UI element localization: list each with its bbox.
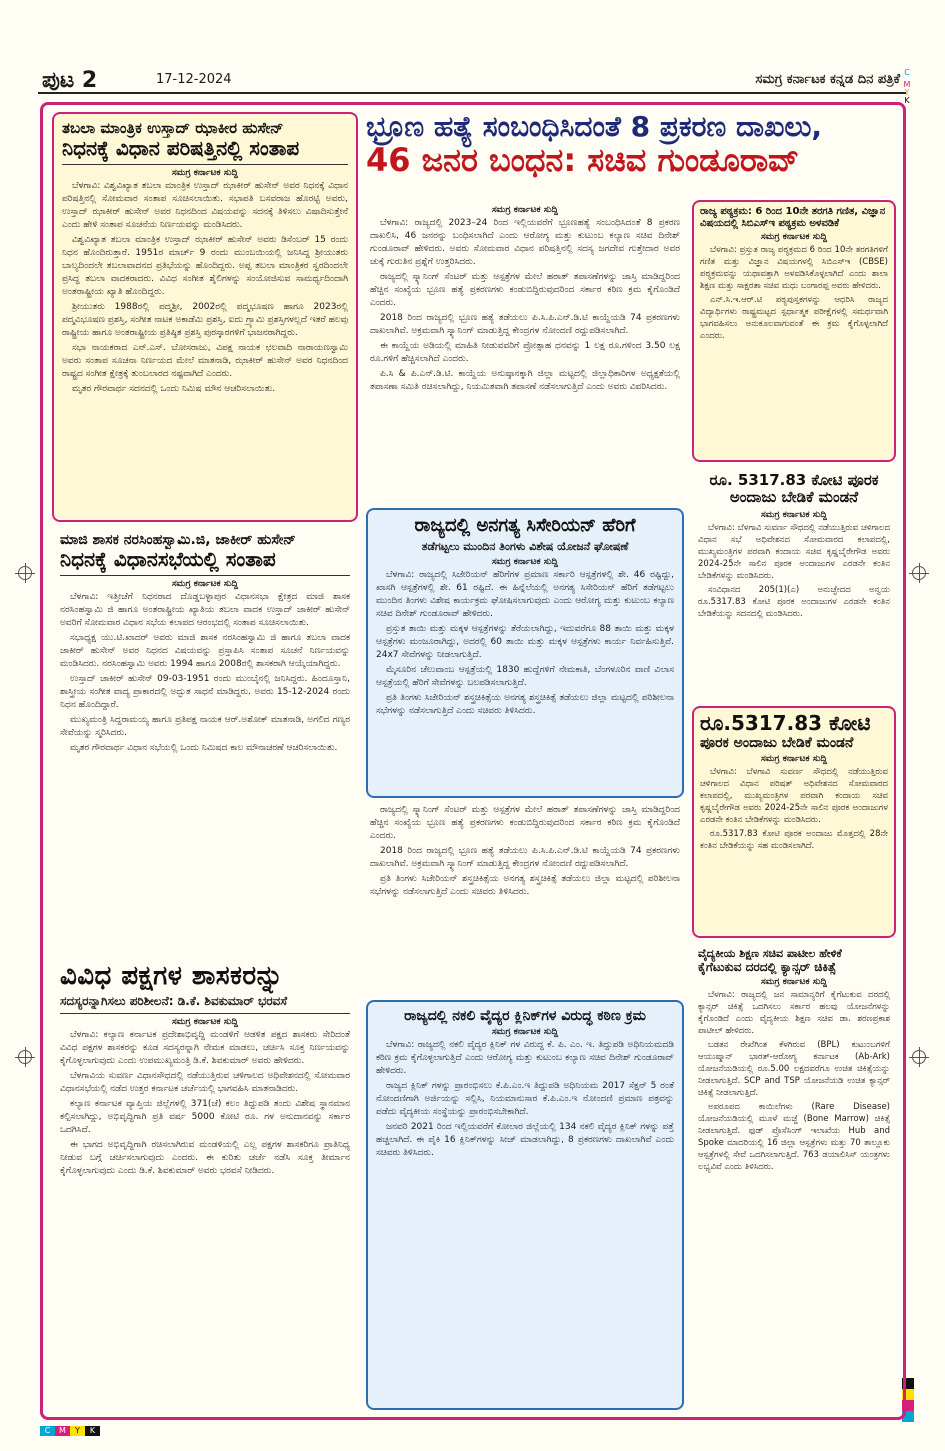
cmyk-c-swatch: C — [40, 1426, 55, 1436]
cmyk-k: K — [904, 96, 910, 105]
paragraph: ಬೆಳಗಾವಿ: ಇತ್ತೀಚೆಗೆ ನಿಧನರಾದ ದೊಡ್ಡಬಳ್ಳಾಪುರ ವಿಧಾನಸಭಾ ಕ್ಷೇತ್ರದ ಮಾಜಿ ಶಾಸಕ ನರಸಿಂಹಸ್ವಾಮಿ ಜಿ ಹಾಗೂ ಅಂತರಾಷ್ಟ್ರೀಯ ಖ್ಯಾತಿಯ ತಬಲಾ ವಾದಕ ಉಸ್ತಾದ್ ಜಾಕೀರ್ ಹುಸೇನ್ ಅವರಿಗೆ ಸೋಮವಾರ ವಿಧಾನ ಸಭೆಯ ಕಲಾಪದ ಆರಂಭದಲ್ಲಿ ಸಂತಾಪ ಸೂಚಿಸಲಾಯಿತು. — [60, 592, 350, 629]
byline: ಸಮಗ್ರ ಕರ್ನಾಟಕ ಸುದ್ದಿ — [761, 509, 827, 520]
registration-mark-icon — [912, 566, 926, 580]
registration-mark-icon — [18, 1050, 32, 1064]
article-body — [370, 217, 680, 394]
paragraph: ಎನ್.ಸಿ.ಇ.ಆರ್.ಟಿ ಪಠ್ಯಪುಸ್ತಕಗಳನ್ನು ಆಧರಿಸಿ ರಾಜ್ಯದ ವಿದ್ಯಾರ್ಥಿಗಳು ರಾಷ್ಟ್ರಮಟ್ಟದ ಸ್ಪರ್ಧಾತ್ಮಕ ಪರೀಕ್ಷೆಗಳಲ್ಲಿ ಸಮರ್ಥವಾಗಿ ಭಾಗವಹಿಸಲು ಅನುಕೂಲವಾಗುವಂತೆ ಈ ಕ್ರಮ ಕೈಗೊಳ್ಳಲಾಗಿದೆ ಎಂದರು. — [700, 295, 888, 341]
cmyk-y-swatch: Y — [70, 1426, 85, 1436]
article-fake-clinics — [366, 1000, 684, 1410]
paragraph: ಪ್ರಸ್ತುತ ತಾಯಿ ಮತ್ತು ಮಕ್ಕಳ ಆಸ್ಪತ್ರೆಗಳನ್ನು ತೆರೆಯಲಾಗಿದ್ದು, ಇದುವರೆಗೂ 88 ತಾಯಿ ಮತ್ತು ಮಕ್ಕಳ ಆಸ್ಪತ್ರೆಗಳು ಮಂಜೂರಾಗಿದ್ದು, ಅದರಲ್ಲಿ 60 ತಾಯಿ ಮತ್ತು ಮಕ್ಕಳ ಆಸ್ಪತ್ರೆಗಳು ಕಾರ್ಯ ನಿರ್ವಹಿಸುತ್ತಿವೆ. 24x7 ಸೇವೆಗಳನ್ನು ನೀಡಲಾಗುತ್ತಿದೆ. — [376, 623, 674, 660]
article-title: ರೂ. 5317.83 ಕೋಟಿ ಪೂರಕ — [709, 471, 879, 489]
article-subtitle: ತಡೆಗಟ್ಟಲು ಮುಂದಿನ ತಿಂಗಳು ವಿಶೇಷ ಯೋಜನೆ ಘೋಷಣೆ — [421, 539, 629, 553]
paragraph: ವಿಶ್ವವಿಖ್ಯಾತ ತಬಲಾ ಮಾಂತ್ರಿಕ ಉಸ್ತಾದ್ ಝಾಕೀರ್ ಹುಸೇನ್ ಅವರು ಡಿಸೆಂಬರ್ 15 ರಂದು ನಿಧನ ಹೊಂದಿರುತ್ತಾರೆ. 1951ರ ಮಾರ್ಚ್ 9 ರಂದು ಮುಂಬಯಿಯಲ್ಲಿ ಜನಿಸಿದ್ದ ಶ್ರೀಯುತರು ಬಾಲ್ಯದಿಂದಲೇ ತಬಲಾವಾದನದ ಪ್ರತಿಭೆಯನ್ನು ಹೊಂದಿದ್ದರು. ಅಪ್ಪ ತಬಲಾ ಮಾಂತ್ರಿಕರ ಸ್ವರದಿಂದಲೇ ಪ್ರಸಿದ್ಧ ತಬಲಾ ವಾದಕರಾದರು. ವಿವಿಧ ಸಂಗೀತ ಶೈಲಿಗಳನ್ನು ಸಂಯೋಜಿಸುವ ಸಾಮರ್ಥ್ಯದಿಂದಾಗಿ ಅಂತರಾಷ್ಟ್ರೀಯ ಖ್ಯಾತಿ ಹೊಂದಿದ್ದರು. — [62, 235, 348, 298]
paragraph: ಪಿ.ಸಿ & ಪಿ.ಎನ್.ಡಿ.ಟಿ. ಕಾಯ್ದೆಯ ಅನುಷ್ಠಾನಕ್ಕಾಗಿ ಜಿಲ್ಲಾ ಮಟ್ಟದಲ್ಲಿ ಜಿಲ್ಲಾಧಿಕಾರಿಗಳ ಅಧ್ಯಕ್ಷತೆಯಲ್ಲಿ ತಪಾಸಣಾ ಸಮಿತಿ ರಚಿಸಲಾಗಿದ್ದು, ನಿಯಮಿತವಾಗಿ ತಪಾಸಣೆ ನಡೆಸಲಾಗುತ್ತಿದೆ ಎಂದು ಅವರು ವಿವರಿಸಿದರು. — [370, 369, 680, 392]
byline: ಸಮಗ್ರ ಕರ್ನಾಟಕ ಸುದ್ದಿ — [492, 205, 558, 215]
divider — [62, 164, 348, 165]
article-title: ರಾಜ್ಯದಲ್ಲಿ ನಕಲಿ ವೈದ್ಯರ ಕ್ಲಿನಿಕ್‌ಗಳ ವಿರುದ್ಧ ಕಠಿಣ ಕ್ರಮ — [404, 1008, 646, 1024]
divider — [60, 1013, 350, 1014]
bottom-color-bar — [40, 1426, 100, 1436]
paragraph: ಬೆಳಗಾವಿ: ಬೆಳಗಾವಿ ಸುವರ್ಣ ಸೌಧದಲ್ಲಿ ನಡೆಯುತ್ತಿರುವ ಚಳಿಗಾಲದ ವಿಧಾನ ಸಭೆ ಅಧಿವೇಶನದ ಸೋಮವಾರದ ಕಲಾಪದಲ್ಲಿ, ಮುಖ್ಯಮಂತ್ರಿಗಳ ಪರವಾಗಿ ಕಂದಾಯ ಸಚಿವ ಕೃಷ್ಣಬೈರೇಗೌಡ ಅವರು 2024-25ನೇ ಸಾಲಿನ ಪೂರಕ ಅಂದಾಜುಗಳ ಎರಡನೇ ಕಂತಿನ ಬೇಡಿಕೆಗಳನ್ನು ಮಂಡಿಸಿದರು. — [698, 522, 890, 581]
paragraph: ಬೆಳಗಾವಿ: ರಾಜ್ಯದಲ್ಲಿ ನಕಲಿ ವೈದ್ಯರ ಕ್ಲಿನಿಕ್ ಗಳ ವಿರುದ್ಧ ಕೆ. ಪಿ. ಎಂ. ಇ. ತಿದ್ದುಪಡಿ ಅಧಿನಿಯಮದಡಿ ಕಠಿಣ ಕ್ರಮ ಕೈಗೊಳ್ಳಲಾಗುತ್ತಿದೆ ಎಂದು ಆರೋಗ್ಯ ಮತ್ತು ಕುಟುಂಬ ಕಲ್ಯಾಣ ಸಚಿವ ದಿನೇಶ್ ಗುಂಡೂರಾವ್ ಹೇಳಿದರು. — [376, 1040, 674, 1077]
byline: ಸಮಗ್ರ ಕರ್ನಾಟಕ ಸುದ್ದಿ — [172, 168, 238, 179]
paragraph: ಬೆಳಗಾವಿ: ರಾಜ್ಯದಲ್ಲಿ ಸಿಜೇರಿಯನ್ ಹೆರಿಗೆಗಳ ಪ್ರಮಾಣ ಸರ್ಕಾರಿ ಆಸ್ಪತ್ರೆಗಳಲ್ಲಿ ಶೇ. 46 ರಷ್ಟಿದ್ದು, ಖಾಸಗಿ ಆಸ್ಪತ್ರೆಗಳಲ್ಲಿ ಶೇ. 61 ರಷ್ಟಿದೆ. ಈ ಹಿನ್ನೆಲೆಯಲ್ಲಿ ಅನಗತ್ಯ ಸಿಸೇರಿಯನ್ ಹೆರಿಗೆ ತಡೆಗಟ್ಟಲು ಮುಂದಿನ ತಿಂಗಳು ವಿಶೇಷ ಕಾರ್ಯಕ್ರಮ ಘೋಷಿಸಲಾಗುವುದು ಎಂದು ಆರೋಗ್ಯ ಮತ್ತು ಕುಟುಂಬ ಕಲ್ಯಾಣ ಸಚಿವ ದಿನೇಶ್ ಗುಂಡೂರಾವ್ ಹೇಳಿದರು. — [376, 569, 674, 619]
page-header — [38, 66, 906, 94]
article-supplementary-assembly — [692, 468, 896, 700]
byline: ಸಮಗ್ರ ಕರ್ನಾಟಕ ಸುದ್ದಿ — [492, 1027, 558, 1038]
paragraph: ಬೆಳಗಾವಿ: ಬೆಳಗಾವಿ ಸುವರ್ಣ ಸೌಧದಲ್ಲಿ ನಡೆಯುತ್ತಿರುವ ಚಳಿಗಾಲದ ವಿಧಾನ ಪರಿಷತ್ ಅಧಿವೇಶನದ ಸೋಮವಾರದ ಕಲಾಪದಲ್ಲಿ, ಮುಖ್ಯಮಂತ್ರಿಗಳ ಪರವಾಗಿ ಕಂದಾಯ ಸಚಿವ ಕೃಷ್ಣಬೈರೇಗೌಡ ಅವರು 2024-25ನೇ ಸಾಲಿನ ಪೂರಕ ಅಂದಾಜುಗಳ ಎರಡನೇ ಕಂತಿನ ಬೇಡಿಕೆಗಳನ್ನು ಮಂಡಿಸಿದರು. — [700, 767, 888, 826]
article-hussain-council — [52, 112, 358, 522]
article-title: ಪೂರಕ ಅಂದಾಜು ಬೇಡಿಕೆ ಮಂಡನೆ — [700, 735, 854, 751]
paragraph: ಪ್ರತಿ ತಿಂಗಳು ಸಿಜೇರಿಯನ್ ಶಸ್ತ್ರಚಿಕಿತ್ಸೆಯ ಅನಗತ್ಯ ಶಸ್ತ್ರಚಿಕಿತ್ಸೆ ತಡೆಯಲು ಜಿಲ್ಲಾ ಮಟ್ಟದಲ್ಲಿ ಪರಿಶೀಲನಾ ಸಭೆಗಳನ್ನು ನಡೆಸಲಾಗುತ್ತಿದೆ ಎಂದು ಸಚಿವರು ತಿಳಿಸಿದರು. — [376, 692, 674, 716]
article-math-science — [692, 200, 896, 462]
paragraph: ಉಸ್ತಾದ್ ಜಾಕೀರ್ ಹುಸೇನ್ 09-03-1951 ರಂದು ಮುಂಬೈನಲ್ಲಿ ಜನಿಸಿದ್ದರು. ಹಿಂದೂಸ್ತಾನಿ, ಶಾಸ್ತ್ರೀಯ ಸಂಗೀತ ವಾದ್ಯ ಪ್ರಾಕಾರದಲ್ಲಿ ಅದ್ಭುತ ಸಾಧನೆ ಮಾಡಿದ್ದರು. ಅವರು 15-12-2024 ರಂದು ನಿಧನ ಹೊಂದಿದ್ದಾರೆ. — [60, 674, 350, 711]
article-title: ಅಂದಾಜು ಬೇಡಿಕೆ ಮಂಡನೆ — [729, 488, 859, 507]
article-title: ರೂ.5317.83 ಕೋಟಿ — [700, 711, 871, 735]
article-body — [60, 1029, 350, 1178]
byline: ಸಮಗ್ರ ಕರ್ನಾಟಕ ಸುದ್ದಿ — [761, 232, 827, 242]
paragraph: 2018 ರಿಂದ ರಾಜ್ಯದಲ್ಲಿ ಭ್ರೂಣ ಹತ್ಯೆ ತಡೆಯಲು ಪಿ.ಸಿ.ಪಿ.ಎನ್.ಡಿ.ಟಿ ಕಾಯ್ದೆಯಡಿ 74 ಪ್ರಕರಣಗಳು ದಾಖಲಾಗಿವೆ. ಅಕ್ರಮವಾಗಿ ಸ್ಕ್ಯಾನಿಂಗ್ ಮಾಡುತ್ತಿದ್ದ ಕೇಂದ್ರಗಳ ನೋಂದಣಿ ರದ್ದುಪಡಿಸಲಾಗಿದೆ. — [370, 846, 680, 869]
cmyk-c: C — [904, 68, 910, 77]
paragraph: ಬೆಳಗಾವಿ: ಕಲ್ಯಾಣ ಕರ್ನಾಟಕ ಪ್ರದೇಶಾಭಿವೃದ್ಧಿ ಮಂಡಳಿಗೆ ಆಡಳಿತ ಪಕ್ಷದ ಶಾಸಕರು ಸೇರಿದಂತೆ ವಿವಿಧ ಪಕ್ಷಗಳ ಶಾಸಕರನ್ನು ಕೂಡ ಸದಸ್ಯರನ್ನಾಗಿ ನೇಮಕ ಮಾಡಲು, ಚರ್ಚಿಸಿ ಸೂಕ್ತ ನಿರ್ಣಯವನ್ನು ಕೈಗೊಳ್ಳಲಾಗುವುದು ಎಂದು ಉಪಮುಖ್ಯಮಂತ್ರಿ ಡಿ.ಕೆ. ಶಿವಕುಮಾರ್ ಅವರು ಹೇಳಿದರು. — [60, 1029, 350, 1066]
page-number: ಪುಟ 2 — [42, 68, 98, 93]
lead-headline — [366, 112, 896, 194]
divider — [60, 575, 350, 576]
cmyk-m-swatch: M — [55, 1426, 70, 1436]
paragraph: 2018 ರಿಂದ ರಾಜ್ಯದಲ್ಲಿ ಭ್ರೂಣ ಹತ್ಯೆ ತಡೆಯಲು ಪಿ.ಸಿ.ಪಿ.ಎನ್.ಡಿ.ಟಿ ಕಾಯ್ದೆಯಡಿ 74 ಪ್ರಕರಣಗಳು ದಾಖಲಾಗಿವೆ. ಅಕ್ರಮವಾಗಿ ಸ್ಕ್ಯಾನಿಂಗ್ ಮಾಡುತ್ತಿದ್ದ ಕೇಂದ್ರಗಳ ನೋಂದಣಿ ರದ್ದುಪಡಿಸಲಾಗಿದೆ. — [370, 313, 680, 336]
article-title: ನಿಧನಕ್ಕೆ ವಿಧಾನ ಪರಿಷತ್ತಿನಲ್ಲಿ ಸಂತಾಪ — [62, 136, 300, 161]
paragraph: ಶ್ರೀಯುತರು 1988ರಲ್ಲಿ ಪದ್ಮಶ್ರೀ, 2002ರಲ್ಲಿ ಪದ್ಮಭೂಷಣ ಹಾಗೂ 2023ರಲ್ಲಿ ಪದ್ಮವಿಭೂಷಣ ಪ್ರಶಸ್ತಿ, ಸಂಗೀತ ನಾಟಕ ಅಕಾಡೆಮಿ ಪ್ರಶಸ್ತಿ, ಐದು ಗ್ರ್ಯಾಮಿ ಪ್ರಶಸ್ತಿಗಳಲ್ಲದೆ ಇತರೆ ಹಲವು ರಾಷ್ಟ್ರೀಯ ಹಾಗೂ ಅಂತರಾಷ್ಟ್ರೀಯ ಪ್ರತಿಷ್ಠಿತ ಪ್ರಶಸ್ತಿ ಪುರಸ್ಕಾರಗಳಿಗೆ ಭಾಜನರಾಗಿದ್ದರು. — [62, 302, 348, 339]
paragraph: ರಾಜ್ಯದ ಕ್ಲಿನಿಕ್ ಗಳನ್ನು ಪ್ರಾರಂಭಿಸಲು ಕೆ.ಪಿ.ಎಂ.ಇ ತಿದ್ದುಪಡಿ ಅಧಿನಿಯಮ 2017 ಸೆಕ್ಷನ್ 5 ರಂತೆ ನೋಂದಣಿಗಾಗಿ ಅರ್ಜಿಯನ್ನು ಸಲ್ಲಿಸಿ, ನಿಯಮಾನುಸಾರ ಕೆ.ಪಿ.ಎಂ.ಇ ನೋಂದಣಿ ಪ್ರಮಾಣ ಪತ್ರವನ್ನು ಪಡೆದು ವೈದ್ಯಕೀಯ ಸಂಸ್ಥೆಯನ್ನು ಪ್ರಾರಂಭಿಸಬೇಕಾಗಿದೆ. — [376, 1081, 674, 1118]
cmyk-m: M — [903, 80, 911, 89]
article-subtitle: ಸದಸ್ಯರನ್ನಾಗಿಸಲು ಪರಿಶೀಲನೆ: ಡಿ.ಕೆ. ಶಿವಕುಮಾರ್ ಭರವಸೆ — [60, 993, 288, 1008]
paragraph: ರಾಜ್ಯದಲ್ಲಿ ಸ್ಕ್ಯಾನಿಂಗ್ ಸೆಂಟರ್ ಮತ್ತು ಆಸ್ಪತ್ರೆಗಳ ಮೇಲೆ ಹಠಾತ್ ತಪಾಸಣೆಗಳನ್ನು ಜಾಸ್ತಿ ಮಾಡಿದ್ದರಿಂದ ಹೆಚ್ಚಿನ ಸಂಖ್ಯೆಯ ಭ್ರೂಣ ಹತ್ಯೆ ಪ್ರಕರಣಗಳು ಕಂಡುಬಿದ್ದಿರುವುದರಿಂದ ಸರ್ಕಾರ ಕಠಿಣ ಕ್ರಮ ಕೈಗೊಂಡಿದೆ ಎಂದರು. — [370, 272, 680, 308]
article-body — [376, 569, 674, 718]
article-title: ಕೈಗೆಟುಕುವ ದರದಲ್ಲಿ ಕ್ಯಾನ್ಸರ್ ಚಿಕಿತ್ಸೆ — [698, 959, 836, 974]
paragraph: ರೂ.5317.83 ಕೋಟಿ ಪೂರಕ ಅಂದಾಜು ಮೊತ್ತದಲ್ಲಿ 28ನೇ ಕಂತಿನ ಬೇಡಿಕೆಯನ್ನು ಸಹ ಮಂಡಿಸಲಾಗಿದೆ. — [700, 829, 888, 852]
paragraph: ಬಡತನ ರೇಖೆಗಿಂತ ಕೆಳಗಿರುವ (BPL) ಕುಟುಂಬಗಳಿಗೆ ಆಯುಷ್ಮಾನ್ ಭಾರತ್-ಆರೋಗ್ಯ ಕರ್ನಾಟಕ (Ab-Ark) ಯೋಜನೆಯಡಿಯಲ್ಲಿ ರೂ.5.00 ಲಕ್ಷದವರೆಗೂ ಉಚಿತ ಚಿಕಿತ್ಸೆಯನ್ನು ನೀಡಲಾಗುತ್ತಿದೆ. SCP and TSP ಯೋಜನೆಯಡಿ ಉಚಿತ ಕ್ಯಾನ್ಸರ್ ಚಿಕಿತ್ಸೆ ನೀಡಲಾಗುತ್ತಿದೆ. — [698, 1040, 890, 1099]
article-title: ನಿಧನಕ್ಕೆ ವಿಧಾನಸಭೆಯಲ್ಲಿ ಸಂತಾಪ — [60, 547, 276, 572]
article-body — [698, 989, 890, 1173]
paragraph: ಮೃತರ ಗೌರವಾರ್ಥ ಸದನದಲ್ಲಿ ಒಂದು ನಿಮಿಷ ಮೌನ ಆಚರಿಸಲಾಯಿತು. — [72, 384, 276, 395]
article-title: ವೈದ್ಯಕೀಯ ಶಿಕ್ಷಣ ಸಚಿವ ಪಾಟೀಲ ಹೇಳಿಕೆ — [698, 947, 842, 960]
article-body — [60, 591, 350, 755]
paragraph: ಸಭಾ ನಾಯಕರಾದ ಎನ್.ಎಸ್. ಬೋಸರಾಜು, ವಿಪಕ್ಷ ನಾಯಕ ಛಲವಾದಿ ನಾರಾಯಣಸ್ವಾಮಿ ಅವರು ಸಂತಾಪ ಸೂಚನಾ ನಿರ್ಣಯದ ಮೇಲೆ ಮಾತನಾಡಿ, ಝಾಕೀರ್ ಹುಸೇನ್ ಅವರ ನಿಧನದಿಂದ ರಾಷ್ಟ್ರದ ಸಂಗೀತ ಕ್ಷೇತ್ರಕ್ಕೆ ತುಂಬಲಾರದ ನಷ್ಟವಾಗಿದೆ ಎಂದರು. — [62, 343, 348, 380]
article-title: ಮಾಜಿ ಶಾಸಕ ನರಸಿಂಹಸ್ವಾಮಿ.ಜಿ, ಜಾಕೀರ್ ಹುಸೇನ್ — [60, 532, 296, 548]
article-body — [700, 244, 888, 342]
article-narasimha-assembly — [52, 528, 358, 952]
article-supplementary-council — [692, 706, 896, 938]
paragraph: ಅಪರೂಪದ ಕಾಯಿಲೆಗಳು (Rare Disease) ಯೋಜನೆಯಡಿಯಲ್ಲಿ ಮೂಳೆ ಮಜ್ಜೆ (Bone Marrow) ಚಿಕಿತ್ಸೆ ನೀಡಲಾಗುತ್ತಿದೆ. ಫುಡ್ ಪ್ರೊಸೆಸಿಂಗ್ ಇಲಾಖೆಯ Hub and Spoke ಮಾದರಿಯಲ್ಲಿ 16 ಜಿಲ್ಲಾ ಆಸ್ಪತ್ರೆಗಳು ಮತ್ತು 70 ತಾಲ್ಲೂಕು ಆಸ್ಪತ್ರೆಗಳಲ್ಲಿ ಸೇವೆ ಒದಗಿಸಲಾಗುತ್ತಿದೆ. 763 ಡಯಾಲಿಸಿಸ್ ಯಂತ್ರಗಳು ಲಭ್ಯವಿವೆ ಎಂದು ತಿಳಿಸಿದರು. — [698, 1102, 890, 1173]
byline: ಸಮಗ್ರ ಕರ್ನಾಟಕ ಸುದ್ದಿ — [761, 754, 827, 765]
paragraph: ಮೃತರ ಗೌರವಾರ್ಥ ವಿಧಾನ ಸಭೆಯಲ್ಲಿ ಒಂದು ನಿಮಿಷದ ಕಾಲ ಮೌನಾಚರಣೆ ಆಚರಿಸಲಾಯಿತು. — [70, 743, 338, 754]
paragraph: ಮುಖ್ಯಮಂತ್ರಿ ಸಿದ್ದರಾಮಯ್ಯ ಹಾಗೂ ಪ್ರತಿಪಕ್ಷ ನಾಯಕ ಆರ್.ಅಶೋಕ್ ಮಾತನಾಡಿ, ಅಗಲಿದ ಗಣ್ಯರ ಸೇವೆಯನ್ನು ಸ್ಮರಿಸಿದರು. — [60, 715, 350, 739]
article-body — [370, 804, 680, 899]
paragraph: ಬೆಳಗಾವಿ: ವಿಶ್ವವಿಖ್ಯಾತ ತಬಲಾ ಮಾಂತ್ರಿಕ ಉಸ್ತಾದ್ ಝಾಕೀರ್ ಹುಸೇನ್ ಅವರ ನಿಧನಕ್ಕೆ ವಿಧಾನ ಪರಿಷತ್ತಿನಲ್ಲಿ ಸೋಮವಾರ ಸಂತಾಪ ಸೂಚಿಸಲಾಯಿತು. ಸಭಾಪತಿ ಬಸವರಾಜ ಹೊರಟ್ಟಿ ಅವರು, ಉಸ್ತಾದ್ ಝಾಕೀರ್ ಹುಸೇನ್ ಅವರ ನಿಧನದಿಂದ ವಿಷಯವನ್ನು ಸದನಕ್ಕೆ ತಿಳಿಸಲು ವಿಷಾದಿಸುತ್ತೇನೆ ಎಂದು ಹೇಳಿ ಸಂತಾಪ ಸೂಚನೆಯ ನಿರ್ಣಯವನ್ನು ಮಂಡಿಸಿದರು. — [62, 181, 348, 231]
registration-mark-icon — [912, 1050, 926, 1064]
lead-title-line1: ಭ್ರೂಣ ಹತ್ಯೆ ಸಂಬಂಧಿಸಿದಂತೆ 8 ಪ್ರಕರಣ ದಾಖಲು, — [366, 110, 823, 143]
paragraph: ಸಂವಿಧಾನದ 205(1)(ಎ) ಅನುಚ್ಛೇದದ ಅನ್ವಯ ರೂ.5317.83 ಕೋಟಿ ಪೂರಕ ಅಂದಾಜುಗಳ ಎರಡನೇ ಕಂತಿನ ಬೇಡಿಕೆಯನ್ನು ಸದನದಲ್ಲಿ ಮಂಡಿಸಿದರು. — [698, 584, 890, 619]
paragraph: ಈ ಕಾಯ್ದೆಯ ಅಡಿಯಲ್ಲಿ ಮಾಹಿತಿ ನೀಡುವವರಿಗೆ ಪ್ರೋತ್ಸಾಹ ಧನವನ್ನು 1 ಲಕ್ಷ ರೂ.ಗಳಿಂದ 3.50 ಲಕ್ಷ ರೂ.ಗಳಿಗೆ ಹೆಚ್ಚಿಸಲಾಗಿದೆ ಎಂದರು. — [370, 341, 680, 364]
paragraph: ಪ್ರತಿ ತಿಂಗಳು ಸಿಜೇರಿಯನ್ ಶಸ್ತ್ರಚಿಕಿತ್ಸೆಯ ಅನಗತ್ಯ ಶಸ್ತ್ರಚಿಕಿತ್ಸೆ ತಡೆಯಲು ಜಿಲ್ಲಾ ಮಟ್ಟದಲ್ಲಿ ಪರಿಶೀಲನಾ ಸಭೆಗಳನ್ನು ನಡೆಸಲಾಗುತ್ತಿದೆ ಎಂದು ಸಚಿವರು ತಿಳಿಸಿದರು. — [370, 874, 680, 897]
registration-mark-icon — [18, 566, 32, 580]
paragraph: ಬೆಳಗಾವಿ: ಪ್ರಸ್ತುತ ರಾಜ್ಯ ಪಠ್ಯಕ್ರಮದ 6 ರಿಂದ 10ನೇ ತರಗತಿಗಳಿಗೆ ಗಣಿತ ಮತ್ತು ವಿಜ್ಞಾನ ವಿಷಯಗಳಲ್ಲಿ ಸಿಬಿಎಸ್‌ಇ (CBSE) ಪಠ್ಯಕ್ರಮವನ್ನು ಯಥಾವತ್ತಾಗಿ ಅಳವಡಿಸಿಕೊಳ್ಳಲಾಗಿದೆ ಎಂದು ಶಾಲಾ ಶಿಕ್ಷಣ ಮತ್ತು ಸಾಕ್ಷರತಾ ಸಚಿವ ಮಧು ಬಂಗಾರಪ್ಪ ಅವರು ಹೇಳಿದರು. — [700, 245, 888, 291]
lead-title-line2: 46 ಜನರ ಬಂಧನ: ಸಚಿವ ಗುಂಡೂರಾವ್ — [366, 140, 800, 179]
paragraph: ಸಭಾಧ್ಯಕ್ಷ ಯು.ಟಿ.ಖಾದರ್ ಅವರು ಮಾಜಿ ಶಾಸಕ ನರಸಿಂಹಸ್ವಾಮಿ ಜಿ ಹಾಗೂ ತಬಲಾ ವಾದಕ ಜಾಕೀರ್ ಹುಸೇನ್ ಅವರ ನಿಧನದ ವಿಷಯವನ್ನು ಪ್ರಸ್ತಾಪಿಸಿ ಸಂತಾಪ ಸೂಚನೆ ನಿರ್ಣಯವನ್ನು ಮಂಡಿಸಿದರು. ನರಸಿಂಹಸ್ವಾಮಿ ಅವರು 1994 ಹಾಗೂ 2008ರಲ್ಲಿ ಶಾಸಕರಾಗಿ ಆಯ್ಕೆಯಾಗಿದ್ದರು. — [60, 633, 350, 670]
article-cancer — [692, 944, 896, 1410]
paragraph: ಜನವರಿ 2021 ರಿಂದ ಇಲ್ಲಿಯವರೆಗೆ ಕೋಲಾರ ಜಿಲ್ಲೆಯಲ್ಲಿ 134 ನಕಲಿ ವೈದ್ಯರ ಕ್ಲಿನಿಕ್ ಗಳನ್ನು ಪತ್ತೆ ಹಚ್ಚಲಾಗಿದೆ. ಈ ಪೈಕಿ 16 ಕ್ಲಿನಿಕ್‌ಗಳನ್ನು ಸೀಜ್ ಮಾಡಲಾಗಿದ್ದು, 8 ಪ್ರಕರಣಗಳು ದಾಖಲಾಗಿವೆ ಎಂದು ಸಚಿವರು ತಿಳಿಸಿದರು. — [376, 1122, 674, 1159]
article-title: ರಾಜ್ಯದಲ್ಲಿ ಅನಗತ್ಯ ಸಿಸೇರಿಯನ್ ಹೆರಿಗೆ — [414, 515, 636, 536]
cmyk-y: Y — [904, 88, 910, 97]
article-foeticide — [366, 200, 684, 504]
byline: ಸಮಗ್ರ ಕರ್ನಾಟಕ ಸುದ್ದಿ — [492, 556, 558, 567]
article-body — [62, 180, 348, 396]
paragraph: ಈ ಭಾಗದ ಅಭಿವೃದ್ಧಿಗಾಗಿ ರಚಿಸಲಾಗಿರುವ ಮಂಡಳಿಯಲ್ಲಿ ಎಲ್ಲ ಪಕ್ಷಗಳ ಶಾಸಕರಿಗೂ ಪ್ರಾತಿನಿಧ್ಯ ನೀಡುವ ಬಗ್ಗೆ ಚರ್ಚಿಸಲಾಗುವುದು ಎಂದರು. ಈ ಕುರಿತು ಚರ್ಚೆ ನಡೆಸಿ ಸೂಕ್ತ ತೀರ್ಮಾನ ಕೈಗೊಳ್ಳಲಾಗುವುದು ಎಂದು ಡಿ.ಕೆ. ಶಿವಕುಮಾರ್ ಅವರು ಭರವಸೆ ನೀಡಿದರು. — [60, 1139, 350, 1176]
paragraph: ಬೆಳಗಾವಿಯ ಸುವರ್ಣ ವಿಧಾನಸೌಧದಲ್ಲಿ ನಡೆಯುತ್ತಿರುವ ಚಳಿಗಾಲದ ಅಧಿವೇಶನದಲ್ಲಿ ಸೋಮವಾರ ವಿಧಾನಸಭೆಯಲ್ಲಿ ನಡೆದ ಉತ್ತರ ಕರ್ನಾಟಕ ಚರ್ಚೆಯಲ್ಲಿ ಭಾಗವಹಿಸಿ ಮಾತನಾಡಿದರು. — [60, 1070, 350, 1094]
paragraph: ರಾಜ್ಯದಲ್ಲಿ ಸ್ಕ್ಯಾನಿಂಗ್ ಸೆಂಟರ್ ಮತ್ತು ಆಸ್ಪತ್ರೆಗಳ ಮೇಲೆ ಹಠಾತ್ ತಪಾಸಣೆಗಳನ್ನು ಜಾಸ್ತಿ ಮಾಡಿದ್ದರಿಂದ ಹೆಚ್ಚಿನ ಸಂಖ್ಯೆಯ ಭ್ರೂಣ ಹತ್ಯೆ ಪ್ರಕರಣಗಳು ಕಂಡುಬಿದ್ದಿರುವುದರಿಂದ ಸರ್ಕಾರ ಕಠಿಣ ಕ್ರಮ ಕೈಗೊಂಡಿದೆ ಎಂದರು. — [370, 805, 680, 841]
article-body — [700, 766, 888, 852]
masthead: ಸಮಗ್ರ ಕರ್ನಾಟಕ ಕನ್ನಡ ದಿನ ಪತ್ರಿಕೆ — [755, 72, 900, 87]
paragraph: ಮೈಸೂರಿನ ಚೆಲುವಾಂಬ ಆಸ್ಪತ್ರೆಯಲ್ಲಿ 1830 ಹುದ್ದೆಗಳಿಗೆ ನೇಮಕಾತಿ, ಬೆಂಗಳೂರಿನ ವಾಣಿ ವಿಲಾಸ ಆಸ್ಪತ್ರೆಯಲ್ಲಿ ಹೆರಿಗೆ ಸೇವೆಗಳನ್ನು ಬಲಪಡಿಸಲಾಗುತ್ತಿದೆ. — [376, 664, 674, 688]
article-title: ತಬಲಾ ಮಾಂತ್ರಿಕ ಉಸ್ತಾದ್ ಝಾಕೀರ ಹುಸೇನ್ — [62, 119, 284, 137]
byline: ಸಮಗ್ರ ಕರ್ನಾಟಕ ಸುದ್ದಿ — [172, 579, 238, 590]
article-title: ರಾಜ್ಯ ಪಠ್ಯಕ್ರಮ: 6 ರಿಂದ 10ನೇ ತರಗತಿ ಗಣಿತ, ವಿಜ್ಞಾನ ವಿಷಯದಲ್ಲಿ ಸಿಬಿಎಸ್‌ಇ ಪಠ್ಯಕ್ರಮ ಅಳವಡಿಕೆ — [700, 206, 886, 229]
paragraph: ಕಲ್ಯಾಣ ಕರ್ನಾಟಕ ವ್ಯಾಪ್ತಿಯ ಜಿಲ್ಲೆಗಳಲ್ಲಿ 371(ಜೆ) ಕಲಂ ತಿದ್ದುಪಡಿ ತಂದು ವಿಶೇಷ ಸ್ಥಾನಮಾನ ಕಲ್ಪಿಸಲಾಗಿದ್ದು, ಅಭಿವೃದ್ಧಿಗಾಗಿ ಪ್ರತಿ ವರ್ಷ 5000 ಕೋಟಿ ರೂ. ಗಳ ಅನುದಾನವನ್ನು ಸರ್ಕಾರ ಒದಗಿಸಿದೆ. — [60, 1098, 350, 1135]
article-cesarean-continued — [366, 802, 684, 992]
article-body — [698, 522, 890, 620]
cmyk-k-swatch: K — [85, 1426, 100, 1436]
article-cesarean — [366, 508, 684, 798]
paragraph: ಬೆಳಗಾವಿ: ರಾಜ್ಯದಲ್ಲಿ ಜನ ಸಾಮಾನ್ಯರಿಗೆ ಕೈಗೆಟುಕುವ ದರದಲ್ಲಿ ಕ್ಯಾನ್ಸರ್ ಚಿಕಿತ್ಸೆ ಒದಗಿಸಲು ಸರ್ಕಾರ ಹಲವು ಯೋಜನೆಗಳನ್ನು ಕೈಗೊಂಡಿದೆ ಎಂದು ವೈದ್ಯಕೀಯ ಶಿಕ್ಷಣ ಸಚಿವ ಡಾ. ಶರಣಪ್ರಕಾಶ ಪಾಟೀಲ್ ಹೇಳಿದರು. — [698, 990, 890, 1037]
page-date: 17-12-2024 — [156, 72, 232, 87]
byline: ಸಮಗ್ರ ಕರ್ನಾಟಕ ಸುದ್ದಿ — [172, 1016, 238, 1027]
article-body — [376, 1039, 674, 1160]
byline: ಸಮಗ್ರ ಕರ್ನಾಟಕ ಸುದ್ದಿ — [761, 977, 827, 988]
paragraph: ಬೆಳಗಾವಿ: ರಾಜ್ಯದಲ್ಲಿ 2023–24 ರಿಂದ ಇಲ್ಲಿಯವರೆಗೆ ಭ್ರೂಣಹತ್ಯೆ ಸಂಬಂಧಿಸಿದಂತೆ 8 ಪ್ರಕರಣ ದಾಖಲಿಸಿ, 46 ಜನರನ್ನು ಬಂಧಿಸಲಾಗಿದೆ ಎಂದು ಆರೋಗ್ಯ ಮತ್ತು ಕುಟುಂಬ ಕಲ್ಯಾಣ ಸಚಿವ ದಿನೇಶ್ ಗುಂಡೂರಾವ್ ಹೇಳಿದರು. ಅವರು ಸೋಮವಾರ ವಿಧಾನ ಪರಿಷತ್ತಿನಲ್ಲಿ ಸದಸ್ಯ ಜಗದೇವ ಗುತ್ತೇದಾರ ಅವರ ಚುಕ್ಕೆ ಗುರುತಿನ ಪ್ರಶ್ನೆಗೆ ಉತ್ತರಿಸಿದರು. — [370, 218, 680, 267]
article-title: ವಿವಿಧ ಪಕ್ಷಗಳ ಶಾಸಕರನ್ನು — [60, 961, 284, 991]
article-parties — [52, 958, 358, 1410]
